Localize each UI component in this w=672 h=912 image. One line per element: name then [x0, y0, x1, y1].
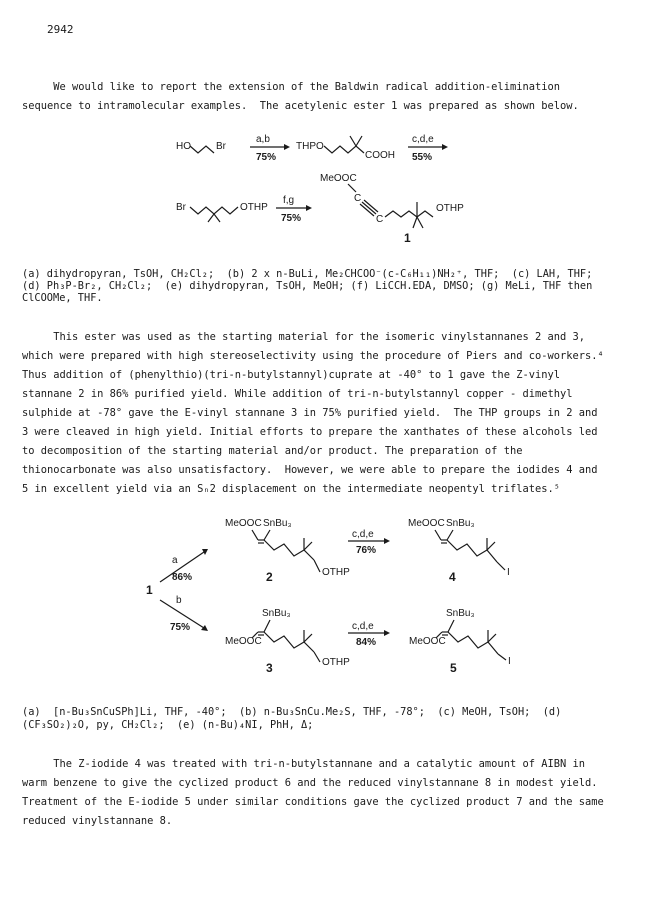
methyl-bond — [214, 214, 220, 222]
methyl-bond — [356, 136, 362, 146]
chain-bond — [190, 207, 238, 214]
body-line: which were prepared with high stereoselectivity using the procedure of Piers and co-workers.⁴ — [22, 350, 604, 362]
arrowhead — [306, 205, 312, 211]
reagents-bottom: c,d,e — [352, 621, 374, 632]
c3-bond — [314, 652, 320, 662]
body-line: reduced vinylstannane 8. — [22, 815, 173, 827]
cooh-label: COOH — [365, 150, 395, 161]
arrowhead — [284, 144, 290, 150]
body-line: thionocarbonate was also unsatisfactory. However, we were able to prepare the iodides 4 and — [22, 464, 598, 476]
methyl-bond — [413, 217, 417, 228]
compound-5-label: 5 — [450, 661, 457, 675]
c2-bond — [264, 530, 270, 540]
reagents-cde: c,d,e — [412, 134, 434, 145]
arrowhead — [202, 549, 208, 555]
c4-snbu3: SnBu₃ — [446, 518, 475, 529]
arrowhead — [384, 538, 390, 544]
compound-1-label: 1 — [404, 231, 411, 245]
scheme-2-vinylstannanes — [0, 500, 672, 690]
yield-cde: 55% — [412, 152, 433, 163]
compound-3-label: 3 — [266, 661, 273, 675]
c4-chain — [447, 540, 497, 562]
c3-othp: OTHP — [322, 657, 350, 668]
othp2-label: OTHP — [436, 203, 464, 214]
intro-line: We would like to report the extension of the Baldwin radical addition-elimination — [22, 81, 560, 93]
c3-chain — [264, 632, 314, 652]
ester-bond — [348, 184, 356, 192]
c3-bond — [264, 620, 270, 632]
c5-snbu3: SnBu₃ — [446, 608, 475, 619]
reagents-top: c,d,e — [352, 529, 374, 540]
footnote-line: ClCOOMe, THF. — [22, 292, 103, 304]
c3-snbu3: SnBu₃ — [262, 608, 291, 619]
c2-chain — [264, 540, 314, 560]
arrowhead — [384, 630, 390, 636]
alkyne-c-upper: C — [354, 193, 362, 204]
methyl-bond — [208, 214, 214, 222]
arrowhead — [442, 144, 448, 150]
body-line: The Z-iodide 4 was treated with tri-n-butylstannane and a catalytic amount of AIBN in — [22, 758, 586, 770]
body-line: This ester was used as the starting material for the isomeric vinylstannanes 2 and 3, — [22, 331, 586, 343]
intro-line: sequence to intramolecular examples. The acetylenic ester 1 was prepared as shown below. — [22, 100, 579, 112]
chain-bond — [385, 211, 433, 217]
c4-i: I — [507, 567, 510, 578]
arrow-b-label: b — [176, 595, 182, 606]
scheme2-start-label: 1 — [146, 583, 153, 597]
scheme-1-synthesis-of-ester-1 — [0, 0, 672, 290]
body-line: Treatment of the E-iodide 5 under similar conditions gave the cyclized product 7 and the same — [22, 796, 604, 808]
compound-2-label: 2 — [266, 570, 273, 584]
yield-ab: 75% — [256, 152, 277, 163]
c5-i: I — [508, 656, 511, 667]
c5-bond — [448, 620, 454, 632]
yield-top: 76% — [356, 545, 377, 556]
reagents-ab: a,b — [256, 134, 270, 145]
body-line: stannane 2 in 86% purified yield. While addition of tri-n-butylstannyl copper - dimethyl — [22, 388, 573, 400]
c5-chain — [448, 632, 498, 654]
footnote-line: (a) dihydropyran, TsOH, CH₂Cl₂; (b) 2 x n-BuLi, Me₂CHCOO⁻(c-C₆H₁₁)NH₂⁺, THF; (c) LAH, THF; — [22, 268, 593, 280]
c2-meooc: MeOOC — [225, 518, 262, 529]
page-number: 2942 — [47, 23, 74, 36]
meooc-label: MeOOC — [320, 173, 357, 184]
alkyne-c-lower: C — [376, 214, 384, 225]
c2-bond — [252, 530, 258, 540]
c4-meooc: MeOOC — [408, 518, 445, 529]
footnote-line: (d) Ph₃P-Br₂, CH₂Cl₂; (e) dihydropyran, TsOH, MeOH; (f) LiCCH.EDA, DMSO; (g) MeLi, THF then — [22, 280, 593, 292]
c2-bond — [314, 560, 320, 572]
chain-bond — [324, 146, 364, 153]
c3-methyl — [304, 634, 312, 642]
c4-bond — [435, 530, 441, 540]
compound-4-label: 4 — [449, 570, 456, 584]
c5-meooc: MeOOC — [409, 636, 446, 647]
c2-methyl — [304, 542, 312, 550]
c4-bond — [497, 562, 505, 570]
arrowhead — [201, 625, 208, 631]
arrow-a-label: a — [172, 555, 178, 566]
c2-snbu3: SnBu₃ — [263, 518, 292, 529]
thpo-label: THPO — [296, 141, 324, 152]
c4-bond — [447, 530, 453, 540]
c5-methyl — [488, 634, 496, 642]
c4-methyl — [487, 542, 495, 550]
yield-fg: 75% — [281, 213, 302, 224]
c3-meooc: MeOOC — [225, 636, 262, 647]
yield-bottom: 84% — [356, 637, 377, 648]
c5-bond — [498, 654, 506, 660]
scheme1-ho-label: HO — [176, 141, 191, 152]
reagents-fg: f,g — [283, 195, 295, 206]
body-line: to decomposition of the starting material and/or product. The preparation of the — [22, 445, 523, 457]
othp-label: OTHP — [240, 202, 268, 213]
body-line: Thus addition of (phenylthio)(tri-n-butylstannyl)cuprate at -40° to 1 gave the Z-vinyl — [22, 369, 560, 381]
body-line: 5 in excellent yield via an Sₙ2 displacement on the intermediate neopentyl triflates.⁵ — [22, 483, 560, 495]
methyl-bond — [417, 217, 423, 228]
chain-bond — [190, 146, 214, 153]
yield-a: 86% — [172, 572, 193, 583]
body-line: warm benzene to give the cyclized product 6 and the reduced vinylstannane 8 in modest yield. — [22, 777, 598, 789]
footnote-line: (a) [n-Bu₃SnCuSPh]Li, THF, -40°; (b) n-Bu₃SnCu.Me₂S, THF, -78°; (c) MeOH, TsOH; (d) — [22, 706, 562, 718]
methyl-bond — [350, 136, 356, 146]
yield-b: 75% — [170, 622, 191, 633]
c2-othp: OTHP — [322, 567, 350, 578]
body-line: 3 were cleaved in high yield. Initial efforts to prepare the xanthates of these alcohols led — [22, 426, 598, 438]
body-line: sulphide at -78° gave the E-vinyl stannane 3 in 75% purified yield. The THP groups in 2 and — [22, 407, 598, 419]
br2-label: Br — [176, 202, 186, 213]
scheme1-br-label: Br — [216, 141, 226, 152]
footnote-line: (CF₃SO₂)₂O, py, CH₂Cl₂; (e) (n-Bu)₄NI, PhH, Δ; — [22, 719, 314, 731]
